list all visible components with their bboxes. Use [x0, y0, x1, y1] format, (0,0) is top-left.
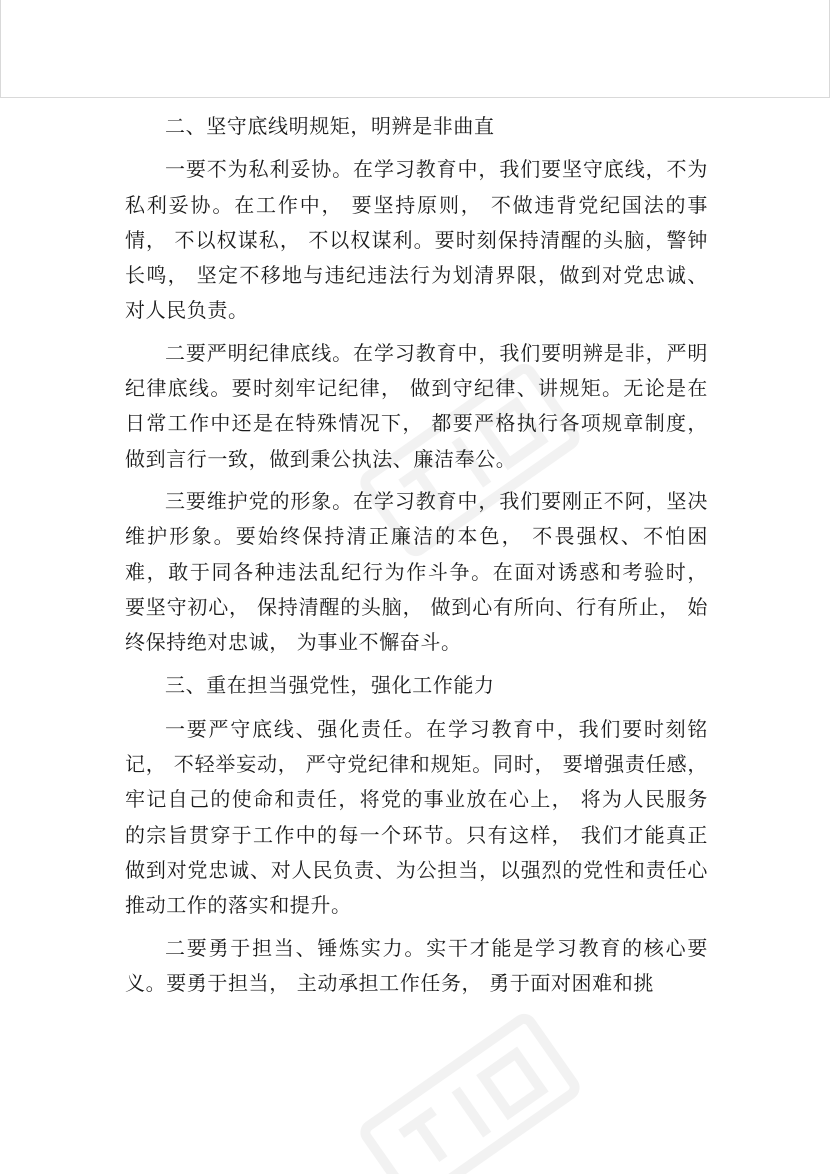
section-heading: 二、坚守底线明规矩，明辨是非曲直 — [165, 114, 495, 138]
section-heading: 三、重在担当强党性，强化工作能力 — [165, 673, 495, 698]
paragraph: 三要维护党的形象。在学习教育中，我们要刚正不阿，坚决维护形象。要始终保持清正廉洁的本色， 不畏强权、不怕困难，敢于同各种违法乱纪行为作斗争。在面对诱惑和考验时， 要坚守初心， 保持清醒的头脑， 做到心有所向、行有所止， 始终保持绝对忠诚， 为事业不懈奋斗。 — [125, 488, 708, 655]
paragraph: 二要勇于担当、锤炼实力。实干才能是学习教育的核心要义。要勇于担当， 主动承担工作任务， 勇于面对困难和挑 — [125, 935, 708, 995]
paragraph: 一要严守底线、强化责任。在学习教育中，我们要时刻铭记， 不轻举妄动， 严守党纪律和规矩。同时， 要增强责任感， 牢记自己的使命和责任，将党的事业放在心上， 将为人民服务的宗旨贯穿于工作中的每一个环节。只有这样， 我们才能真正做到对党忠诚、对人民负责、为公担当，以强烈的党性和责任心推动工作的落实和提升。 — [125, 716, 708, 918]
document-body — [125, 108, 708, 1001]
paragraph: 二要严明纪律底线。在学习教育中，我们要明辨是非，严明纪律底线。要时刻牢记纪律， 做到守纪律、讲规矩。无论是在日常工作中还是在特殊情况下， 都要严格执行各项规章制度，做到言行一致，做到秉公执法、廉洁奉公。 — [125, 340, 708, 471]
page-header-strip — [0, 0, 830, 98]
paragraph: 一要不为私利妥协。在学习教育中，我们要坚守底线，不为私利妥协。在工作中， 要坚持原则， 不做违背党纪国法的事情， 不以权谋私， 不以权谋利。要时刻保持清醒的头脑，警钟长鸣， 坚定不移地与违纪违法行为划清界限，做到对党忠诚、 对人民负责。 — [125, 157, 708, 323]
watermark-logo-bottom — [340, 1010, 600, 1174]
